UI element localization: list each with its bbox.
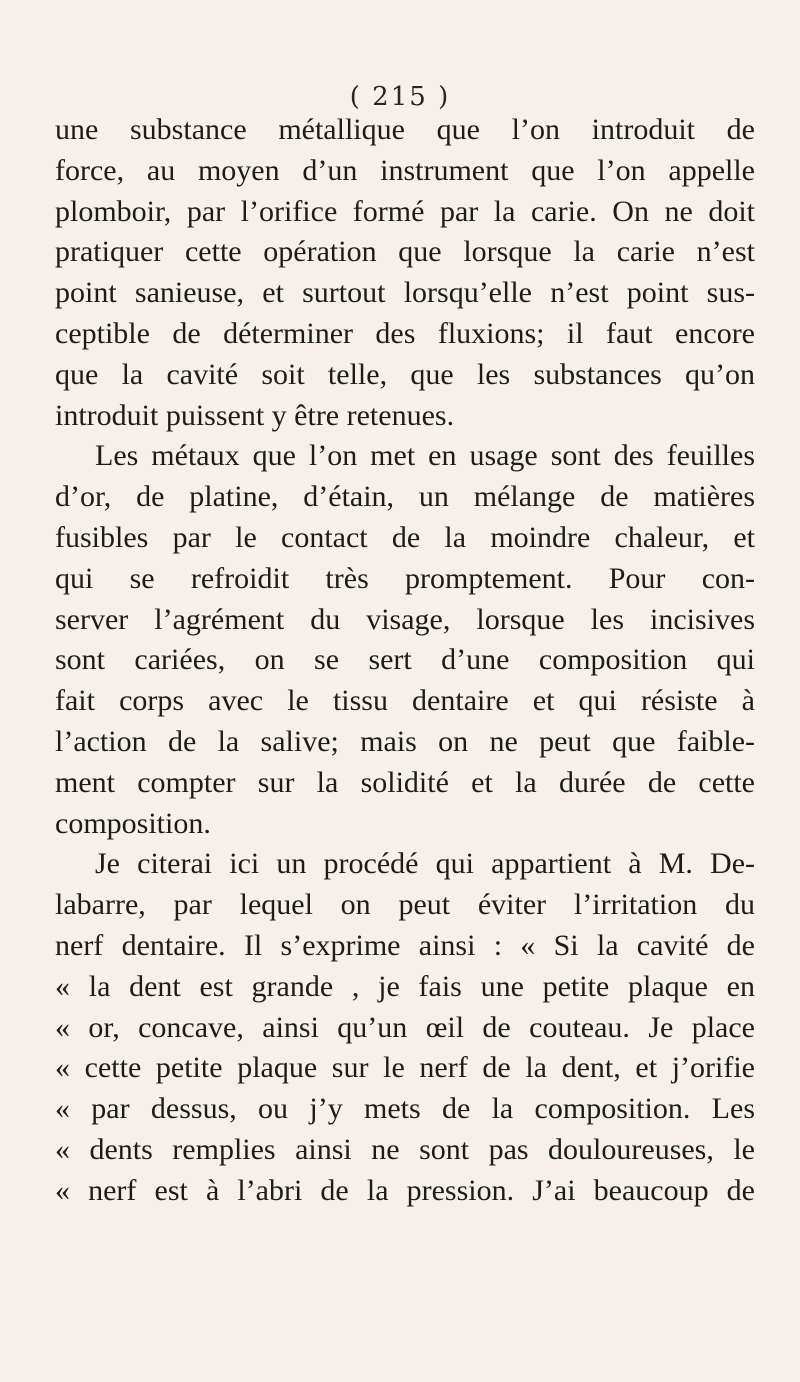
text-line: fait corps avec le tissu dentaire et qui résiste à (55, 684, 755, 718)
text-line: « par dessus, ou j’y mets de la composition. Les (55, 1092, 755, 1126)
text-line: sont cariées, on se sert d’une composition qui (55, 643, 755, 677)
text-line: « dents remplies ainsi ne sont pas douloureuses, le (55, 1132, 755, 1166)
text-line: nerf dentaire. Il s’exprime ainsi : « Si la cavité de (55, 928, 755, 962)
text-line: une substance métallique que l’on introduit de (55, 113, 755, 146)
text-line: pratiquer cette opération que lorsque la carie n’est (55, 235, 755, 269)
text-line: composition. (55, 806, 211, 840)
text-line: « cette petite plaque sur le nerf de la dent, et j’orifie (55, 1051, 755, 1085)
text-line: Je citerai ici un procédé qui appartient à M. De- (95, 847, 755, 881)
text-line: point sanieuse, et surtout lorsqu’elle n’est point sus- (55, 276, 755, 310)
text-line: labarre, par lequel on peut éviter l’irritation du (55, 888, 755, 922)
text-line: d’or, de platine, d’étain, un mélange de matières (55, 480, 755, 514)
text-line: « la dent est grande , je fais une petite plaque en (55, 969, 755, 1003)
text-line: force, au moyen d’un instrument que l’on appelle (55, 153, 755, 187)
text-line: l’action de la salive; mais on ne peut que faible- (55, 724, 755, 758)
text-line: que la cavité soit telle, que les substances qu’on (55, 357, 755, 391)
text-line: introduit puissent y être retenues. (55, 398, 455, 432)
text-line: ment compter sur la solidité et la durée de cette (55, 765, 755, 799)
text-line: fusibles par le contact de la moindre chaleur, et (55, 520, 755, 554)
text-line: ceptible de déterminer des fluxions; il faut encore (55, 316, 755, 350)
text-line: server l’agrément du visage, lorsque les incisives (55, 602, 755, 636)
text-line: plomboir, par l’orifice formé par la carie. On ne doit (55, 194, 755, 228)
text-line: « nerf est à l’abri de la pression. J’ai beaucoup de (55, 1173, 755, 1207)
page-number: ( 215 ) (349, 82, 451, 112)
body-text (55, 110, 755, 1212)
text-line: « or, concave, ainsi qu’un œil de couteau. Je place (55, 1010, 755, 1044)
text-line: Les métaux que l’on met en usage sont des feuilles (95, 439, 755, 473)
text-line: qui se refroidit très promptement. Pour con- (55, 561, 755, 595)
